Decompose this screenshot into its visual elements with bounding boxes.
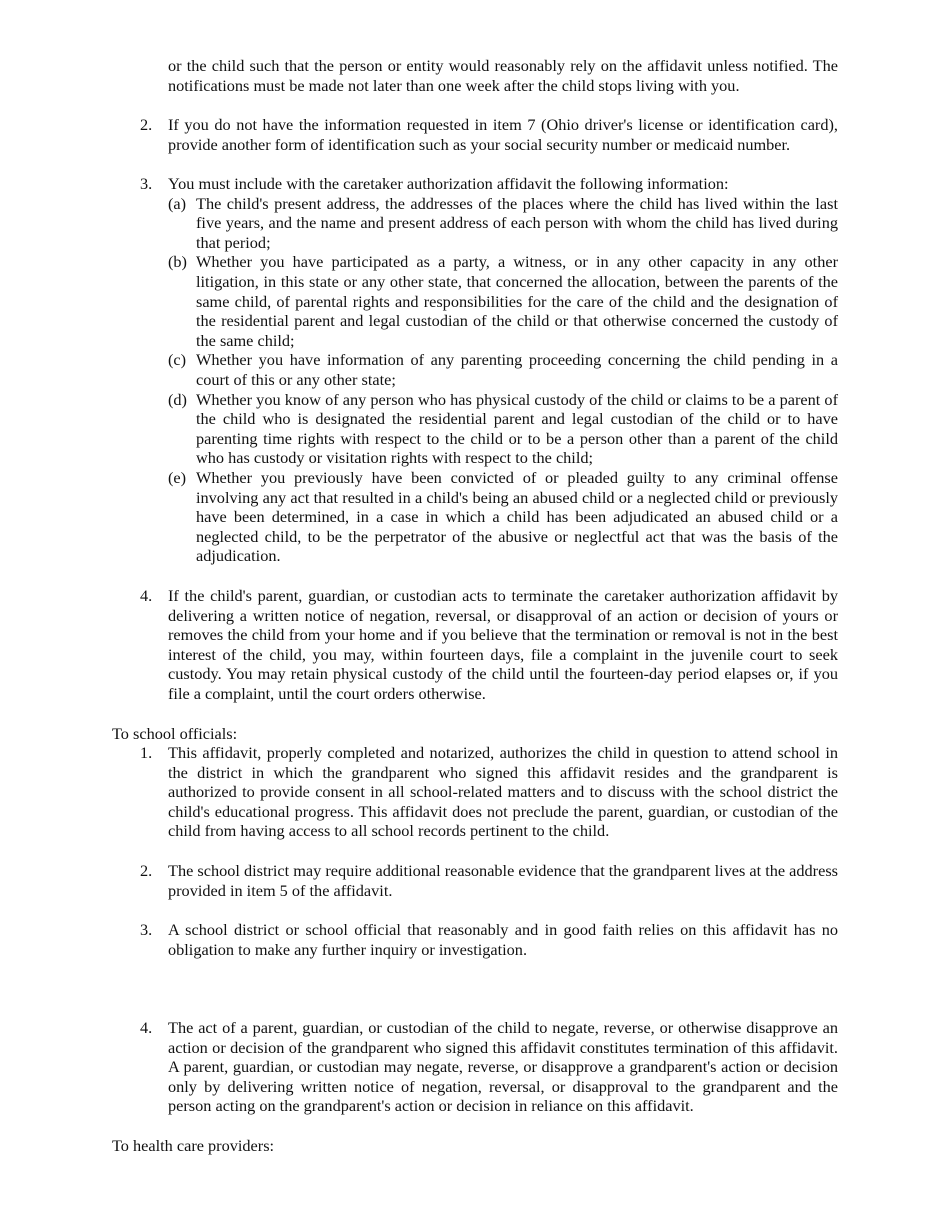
caretaker-item-3 — [140, 174, 838, 566]
item-number: 2. — [140, 861, 153, 880]
item-number: 3. — [140, 174, 153, 193]
item-text: If the child's parent, guardian, or custodian acts to terminate the caretaker authorization affidavit by delivering a written notice of negation, reversal, or disapproval of an action or decision of yours or removes the child from your home and if you believe that the termination or removal is not in the best interest of the child, you may, within fourteen days, file a complaint in the juvenile court to seek custody. You may retain physical custody of the child until the fourteen-day period elapses or, if you file a complaint, until the court orders otherwise. — [168, 586, 838, 703]
caretaker-item-4 — [140, 586, 838, 704]
caretaker-item-2 — [140, 115, 838, 154]
item-number: 3. — [140, 920, 153, 939]
sub-item-text: Whether you previously have been convicted of or pleaded guilty to any criminal offense involving any act that resulted in a child's being an abused child or a neglected child or previously have been determined, in a case in which a child has been adjudicated an abused child or a neglected child, to be the perpetrator of the abusive or neglectful act that was the basis of the adjudication. — [196, 467, 838, 566]
item-text: The act of a parent, guardian, or custodian of the child to negate, reverse, or otherwise disapprove an action or decision of the grandparent who signed this affidavit constitutes termination of this affidavit. A parent, guardian, or custodian may negate, reverse, or disapprove a grandparent's action or decision only by delivering written notice of negation, reversal, or disapproval to the grandparent and the person acting on the grandparent's action or decision in reliance on this affidavit. — [168, 1018, 838, 1116]
sub-item-c — [168, 350, 838, 389]
sub-item-text: The child's present address, the addresses of the places where the child has lived within the last five years, and the name and present address of each person with whom the child has lived during that period; — [196, 193, 838, 252]
sub-item-b — [168, 252, 838, 350]
sub-item-a — [168, 194, 838, 253]
sub-item-label: (b) — [168, 252, 187, 272]
school-item-3 — [140, 920, 838, 959]
sub-item-label: (c) — [168, 350, 187, 370]
sub-item-label: (a) — [168, 193, 187, 213]
sub-item-d — [168, 390, 838, 468]
item-number: 4. — [140, 586, 153, 605]
continuation-paragraph: or the child such that the person or entity would reasonably rely on the affidavit unless notified. The notifications must be made not later than one week after the child stops living with you. — [168, 56, 838, 95]
sub-item-text: Whether you know of any person who has physical custody of the child or claims to be a parent of the child who is designated the residential parent and legal custodian of the child or to have parenting time rights with respect to the child or to be a person other than a parent of the child who has custody or visitation rights with respect to the child; — [196, 389, 838, 468]
item-number: 4. — [140, 1018, 153, 1037]
item-text: If you do not have the information requested in item 7 (Ohio driver's license or identification card), provide another form of identification such as your social security number or medicaid number. — [168, 115, 838, 154]
item-number: 2. — [140, 115, 153, 134]
health-care-providers-heading: To health care providers: — [112, 1136, 275, 1155]
item-number: 1. — [140, 743, 153, 762]
school-item-4 — [140, 1018, 838, 1116]
sub-item-text: Whether you have participated as a party, a witness, or in any other capacity in any other litigation, in this state or any other state, that concerned the allocation, between the parents of the same child, of parental rights and responsibilities for the care of the child and the designation of the residential parent and legal custodian of the child or that otherwise concerned the custody of the same child; — [196, 252, 838, 350]
item-text: You must include with the caretaker authorization affidavit the following information: — [168, 174, 729, 193]
item-text: This affidavit, properly completed and notarized, authorizes the child in question to attend school in the district in which the grandparent who signed this affidavit resides and the grandparent is authorized to provide consent in all school-related matters and to discuss with the school district the child's educational progress. This affidavit does not preclude the parent, guardian, or custodian of the child from having access to all school records pertinent to the child. — [168, 743, 838, 841]
school-item-2 — [140, 861, 838, 900]
sub-item-text: Whether you have information of any parenting proceeding concerning the child pending in a court of this or any other state; — [196, 350, 838, 389]
school-item-1 — [140, 743, 838, 841]
item-text: A school district or school official that reasonably and in good faith relies on this affidavit has no obligation to make any further inquiry or investigation. — [168, 920, 838, 959]
school-officials-heading: To school officials: — [112, 724, 238, 743]
sub-item-e — [168, 468, 838, 566]
sub-item-label: (d) — [168, 389, 187, 409]
sub-item-label: (e) — [168, 467, 187, 487]
item-text: The school district may require additional reasonable evidence that the grandparent lives at the address provided in item 5 of the affidavit. — [168, 861, 838, 900]
